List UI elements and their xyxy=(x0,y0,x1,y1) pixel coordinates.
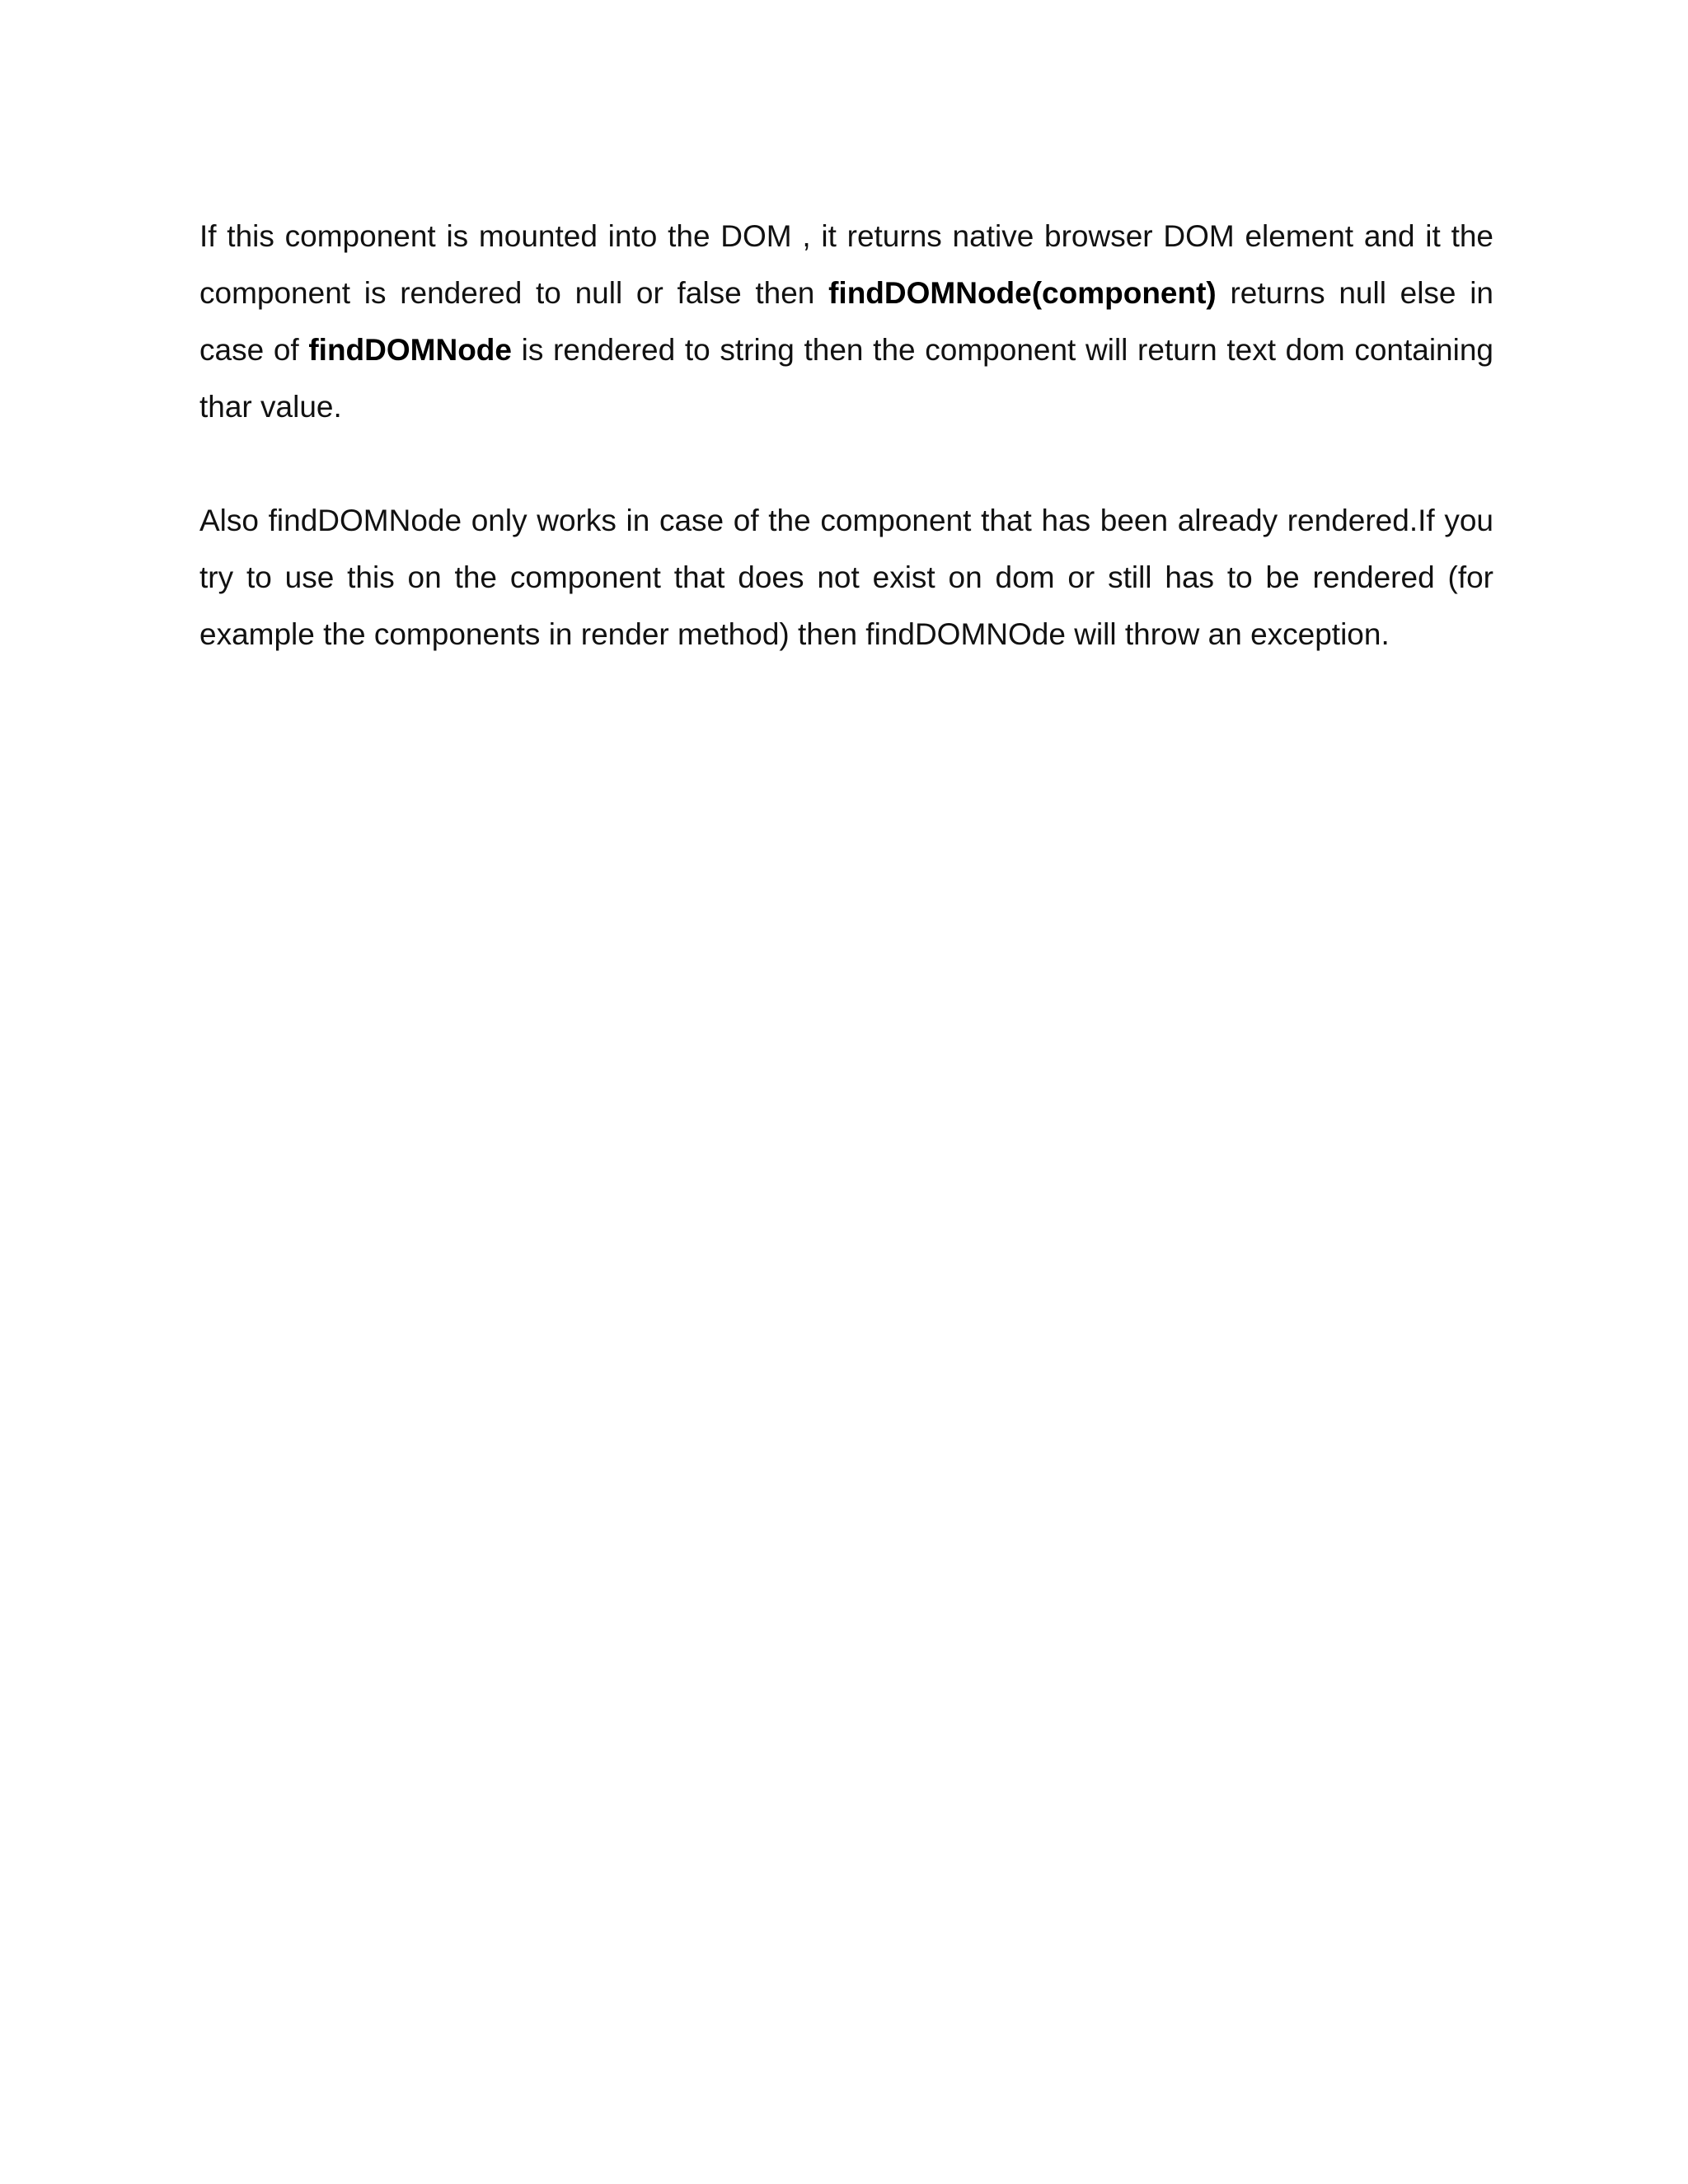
paragraph-2 xyxy=(199,492,1493,663)
paragraph-1 xyxy=(199,208,1493,435)
bold-term-finddomnode: findDOMNode xyxy=(308,333,512,367)
paragraph-1-text-part-2: returns null else in case of xyxy=(199,276,1494,367)
paragraph-1-text-part-1: If this component is mounted into the DOM , it returns native browser DOM element and it the component is rendered to null or false then xyxy=(199,219,1493,310)
document-body xyxy=(199,208,1493,663)
bold-term-finddomnode-component: findDOMNode(component) xyxy=(828,276,1217,310)
paragraph-1-text-part-3: is rendered to string then the component will return text dom containing thar value. xyxy=(199,333,1494,424)
paragraph-2-text: Also findDOMNode only works in case of the component that has been already rendered.If you try to use this on the component that does not exist on dom or still has to be rendered (for example the components in render method) then findDOMNOde will throw an exception. xyxy=(199,504,1493,651)
